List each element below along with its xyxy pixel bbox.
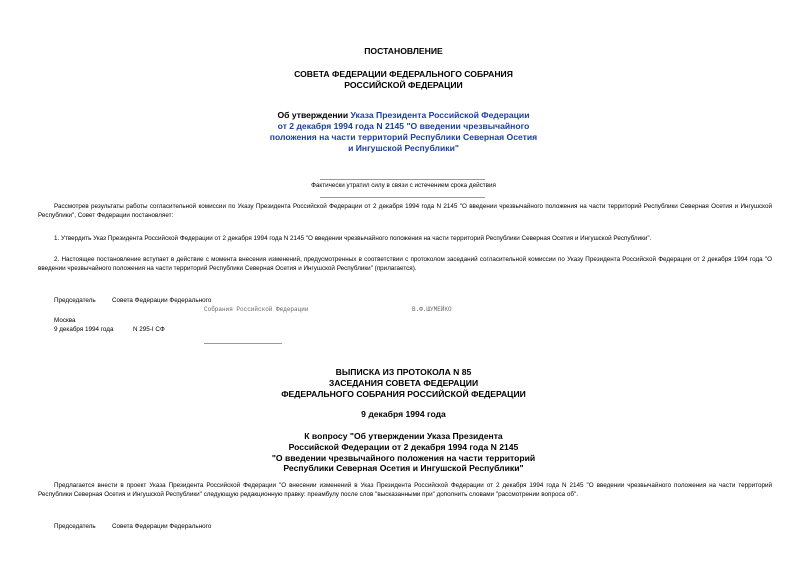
body-paragraph-2: 1. Утвердить Указ Президента Российской Федерации от 2 декабря 1994 года N 2145 "О введении чрезвычайного положения на части территорий Республики Северная Осетия и Ингушской Республики". (54, 235, 652, 242)
excerpt-title-3: ФЕДЕРАЛЬНОГО СОБРАНИЯ РОССИЙСКОЙ ФЕДЕРАЦИИ (281, 389, 526, 399)
decree-link[interactable]: Указа Президента Российской Федерации (350, 110, 530, 120)
subject-line-4[interactable]: и Ингушской Республики" (348, 143, 459, 153)
document-number: N 295-I СФ (133, 326, 165, 333)
signature-org: Совета Федерации Федерального (112, 297, 212, 304)
issuer-line-2: РОССИЙСКОЙ ФЕДЕРАЦИИ (344, 80, 463, 90)
signature2-role: Председатель (54, 523, 96, 530)
excerpt-title-2: ЗАСЕДАНИЯ СОВЕТА ФЕДЕРАЦИИ (328, 378, 479, 388)
subject-line-1 (0, 110, 807, 121)
signature-role: Председатель (54, 297, 96, 304)
excerpt-title-1: ВЫПИСКА ИЗ ПРОТОКОЛА N 85 (335, 367, 472, 377)
excerpt-paragraph: Предлагается внести в проект Указа Президента Российской Федерации "О внесении изменений в Указ Президента Российской Федерации от 2 декабря 1994 года N 2145 "О введении чрезвычайного положения на части территорий Республики Северная Осетия и Ингушской Республики" следующую редакционную правку: преамбулу после слов "высказанными при" дополнить словами "рассмотрении вопроса об". (38, 482, 772, 499)
subject-line-3[interactable]: положения на части территорий Республики Северная Осетия (269, 132, 538, 142)
divider (320, 179, 485, 180)
divider (204, 343, 282, 344)
excerpt-date: 9 декабря 1994 года (361, 409, 446, 419)
question-line-1: К вопросу "Об утверждении Указа Президента (304, 431, 503, 441)
subject-prefix: Об утверждении (277, 110, 351, 120)
body-paragraph-1: Рассмотрев результаты работы согласительной комиссии по Указу Президента Российской Федерации от 2 декабря 1994 года N 2145 "О введении чрезвычайного положения на части территорий Республики Северная Осетия и Ингушской Республики", Совет Федерации постановляет: (38, 203, 772, 220)
signature-date: 9 декабря 1994 года (54, 326, 114, 333)
question-line-2: Российской Федерации от 2 декабря 1994 года N 2145 (288, 442, 519, 452)
doc-type-title: ПОСТАНОВЛЕНИЕ (364, 46, 443, 56)
question-line-4: Республики Северная Осетия и Ингушской Республики" (283, 463, 524, 473)
signature-city: Москва (54, 317, 76, 324)
body-paragraph-3: 2. Настоящее постановление вступает в действие с момента внесения изменений, предусмотренных в соответствии с протоколом заседаний согласительной комиссии по Указу Президента Российской Федерации от 2 декабря 1994 года "О введении чрезвычайного положения на части территорий Республики Северная Осетия и Ингушской Республики" (прилагается). (38, 256, 772, 273)
issuer-line-1: СОВЕТА ФЕДЕРАЦИИ ФЕДЕРАЛЬНОГО СОБРАНИЯ (294, 69, 513, 79)
divider (320, 197, 485, 198)
status-note: Фактически утратил силу в связи с истечением срока действия (311, 182, 496, 189)
signature-org-cont: Собрания Российской Федерации (204, 306, 309, 313)
subject-line-2[interactable]: от 2 декабря 1994 года N 2145 "О введении чрезвычайного (277, 121, 530, 131)
signature2-org: Совета Федерации Федерального (112, 523, 212, 530)
signature-name: В.Ф.ШУМЕЙКО (412, 306, 452, 313)
question-line-3: "О введении чрезвычайного положения на части территорий (271, 453, 536, 463)
